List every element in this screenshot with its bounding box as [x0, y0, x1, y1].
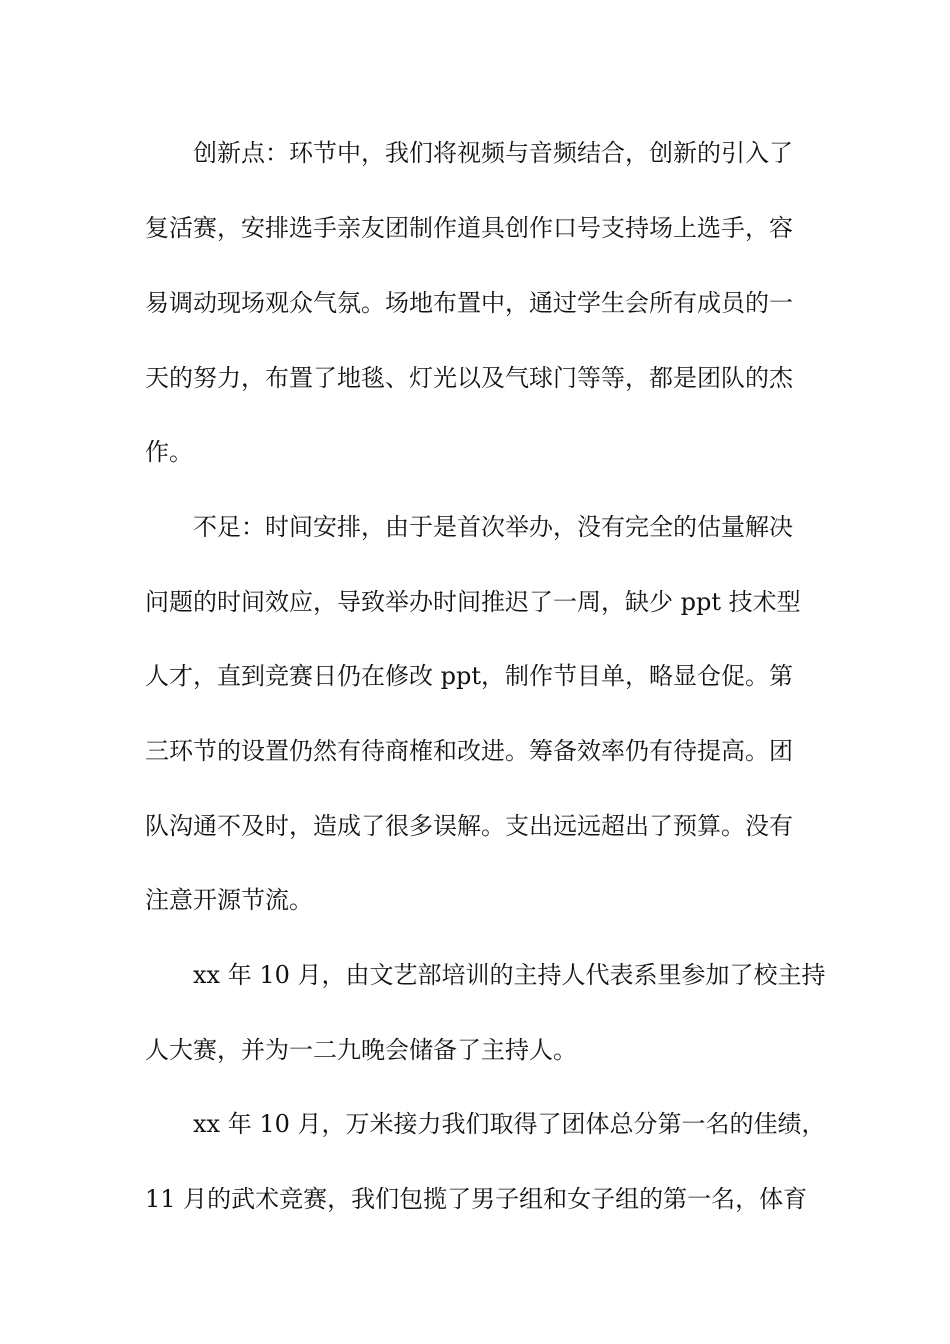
paragraph-host-contest-line-2: 人大赛，并为一二九晚会储备了主持人。 — [145, 1036, 577, 1064]
paragraph-sports-line-2: 11 月的武术竞赛，我们包揽了男子组和女子组的第一名，体育 — [145, 1185, 808, 1213]
paragraph-innovation-line-3: 易调动现场观众气氛。场地布置中，通过学生会所有成员的一 — [145, 289, 793, 317]
paragraph-shortcomings-line-6: 注意开源节流。 — [145, 886, 313, 914]
paragraph-shortcomings-line-5: 队沟通不及时，造成了很多误解。支出远远超出了预算。没有 — [145, 812, 793, 840]
paragraph-shortcomings-line-3: 人才，直到竞赛日仍在修改 ppt，制作节目单，略显仓促。第 — [145, 662, 793, 690]
paragraph-sports-line-1: xx 年 10 月，万米接力我们取得了团体总分第一名的佳绩， — [193, 1110, 826, 1138]
paragraph-innovation-line-5: 作。 — [145, 438, 193, 466]
paragraph-innovation-line-2: 复活赛，安排选手亲友团制作道具创作口号支持场上选手，容 — [145, 214, 793, 242]
paragraph-innovation-line-4: 天的努力，布置了地毯、灯光以及气球门等等，都是团队的杰 — [145, 364, 793, 392]
paragraph-shortcomings-line-2: 问题的时间效应，导致举办时间推迟了一周，缺少 ppt 技术型 — [145, 588, 801, 616]
paragraph-innovation-line-1: 创新点：环节中，我们将视频与音频结合，创新的引入了 — [193, 139, 793, 167]
paragraph-shortcomings-line-1: 不足：时间安排，由于是首次举办，没有完全的估量解决 — [193, 513, 793, 541]
paragraph-host-contest-line-1: xx 年 10 月，由文艺部培训的主持人代表系里参加了校主持 — [193, 961, 826, 989]
paragraph-shortcomings-line-4: 三环节的设置仍然有待商榷和改进。筹备效率仍有待提高。团 — [145, 737, 793, 765]
